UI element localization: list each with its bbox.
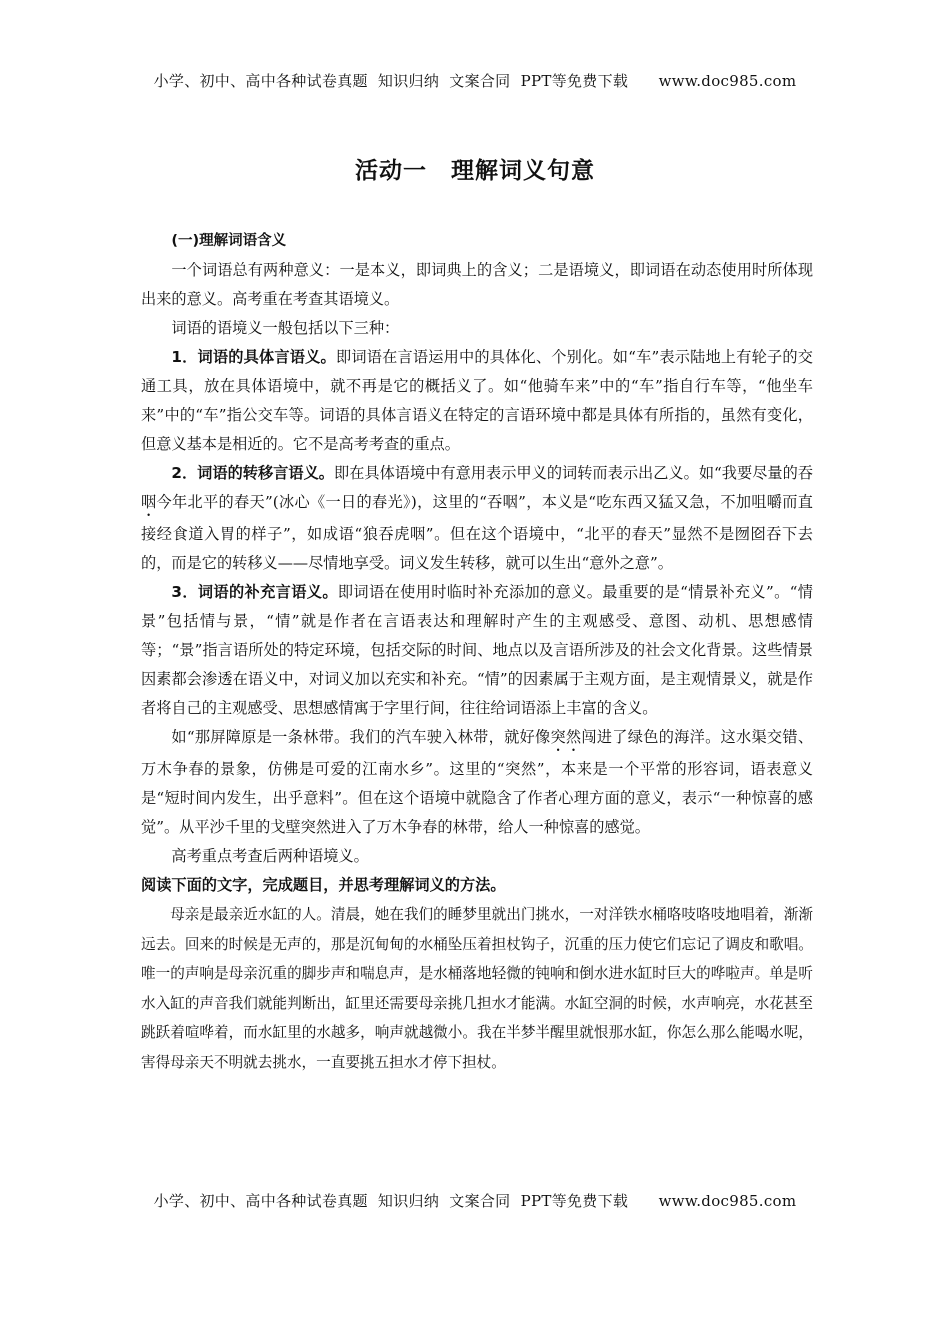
example-paragraph — [141, 723, 813, 842]
example-text-b: 闯进了绿色的海洋。这水渠交错、万木争春的景象，仿佛是可爱的江南水乡”。这里的“突然”，本来是一个平常的形容词，语表意义是“短时间内发生，出乎意料”。但在这个语境中就隐含了作者心理方面的意义，表示“一种惊喜的感觉”。从平沙千里的戈壁突然进入了万木争春的林带，给人一种惊喜的感觉。 — [141, 728, 814, 836]
reading-passage: 母亲是最亲近水缸的人。清晨，她在我们的睡梦里就出门挑水，一对洋铁水桶咯吱咯吱地唱着，渐渐远去。回来的时候是无声的，那是沉甸甸的水桶坠压着担杖钩子，沉重的压力使它们忘记了调皮和歌唱。唯一的声响是母亲沉重的脚步声和喘息声，是水桶落地轻微的钝响和倒水进水缸时巨大的哗啦声。单是听水入缸的声音我们就能判断出，缸里还需要母亲挑几担水才能满。水缸空洞的时候，水声响亮，水花甚至跳跃着喧哗着，而水缸里的水越多，响声就越微小。我在半梦半醒里就恨那水缸，你怎么那么能喝水呢，害得母亲天不明就去挑水，一直要挑五担水才停下担杖。 — [141, 906, 813, 1071]
item-2-text-b: 今年北平的春天”(冰心《一日的春光》)，这里的“吞咽”，本义是“吃东西又猛又急，不加咀嚼而直接经食道入胃的样子”，如成语“狼吞虎咽”。但在这个语境中，“北平的春天”显然不是囫囵吞下去的，而是它的转移义——尽情地享受。词义发生转移，就可以生出“意外之意”。 — [141, 493, 813, 572]
item-1-paragraph — [141, 343, 813, 459]
section-heading: (一)理解词语含义 — [171, 233, 287, 249]
conclusion-paragraph: 高考重点考查后两种语境义。 — [171, 847, 369, 865]
item-3-paragraph — [141, 578, 813, 723]
item-3-text: 即词语在使用时临时补充添加的意义。最重要的是“情景补充义”。“情景”包括情与景，“情”就是作者在言语表达和理解时产生的主观感受、意图、动机、思想感情等；“景”指言语所处的特定环境，包括交际的时间、地点以及言语所涉及的社会文化背景。这些情景因素都会渗透在语义中，对词义加以充实和补充。“情”的因素属于主观方面，是主观情景义，就是作者将自己的主观感受、思想感情寓于字里行间，往往给词语添上丰富的含义。 — [141, 583, 813, 717]
item-1-text: 即词语在言语运用中的具体化、个别化。如“车”表示陆地上有轮子的交通工具，放在具体语境中，就不再是它的概括义了。如“他骑车来”中的“车”指自行车等，“他坐车来”中的“车”指公交车等。词语的具体言语义在特定的言语环境中都是具体有所指的，虽然有变化，但意义基本是相近的。它不是高考考查的重点。 — [141, 348, 813, 453]
item-1-heading: 1．词语的具体言语义。 — [171, 348, 336, 366]
item-2-text-a: 即在具体语境中有意用表示甲义的词转而表示出乙义。如“我要尽量的吞 — [334, 464, 814, 482]
item-2-paragraph — [141, 459, 813, 578]
task-prompt: 阅读下面的文字，完成题目，并思考理解词义的方法。 — [141, 876, 506, 894]
document-body — [141, 226, 813, 1077]
item-2-heading: 2．词语的转移言语义。 — [171, 464, 334, 482]
item-2-emphasis: 咽 — [141, 493, 157, 511]
page-title: 活动一 理解词义句意 — [355, 158, 595, 184]
example-text-a: 如“那屏障原是一条林带。我们的汽车驶入林带，就好像 — [171, 728, 551, 746]
example-emphasis: 突然 — [550, 728, 582, 746]
intro-paragraph: 一个词语总有两种意义：一是本义，即词典上的含义；二是语境义，即词语在动态使用时所体现出来的意义。高考重在考查其语境义。 — [141, 261, 813, 308]
intro-list-lead: 词语的语境义一般包括以下三种： — [171, 319, 400, 337]
item-3-heading: 3．词语的补充言语义。 — [171, 583, 338, 601]
page-footer: 小学、初中、高中各种试卷真题 知识归纳 文案合同 PPT等免费下载 www.doc985.com — [153, 1192, 797, 1210]
page-header: 小学、初中、高中各种试卷真题 知识归纳 文案合同 PPT等免费下载 www.doc985.com — [153, 72, 797, 90]
